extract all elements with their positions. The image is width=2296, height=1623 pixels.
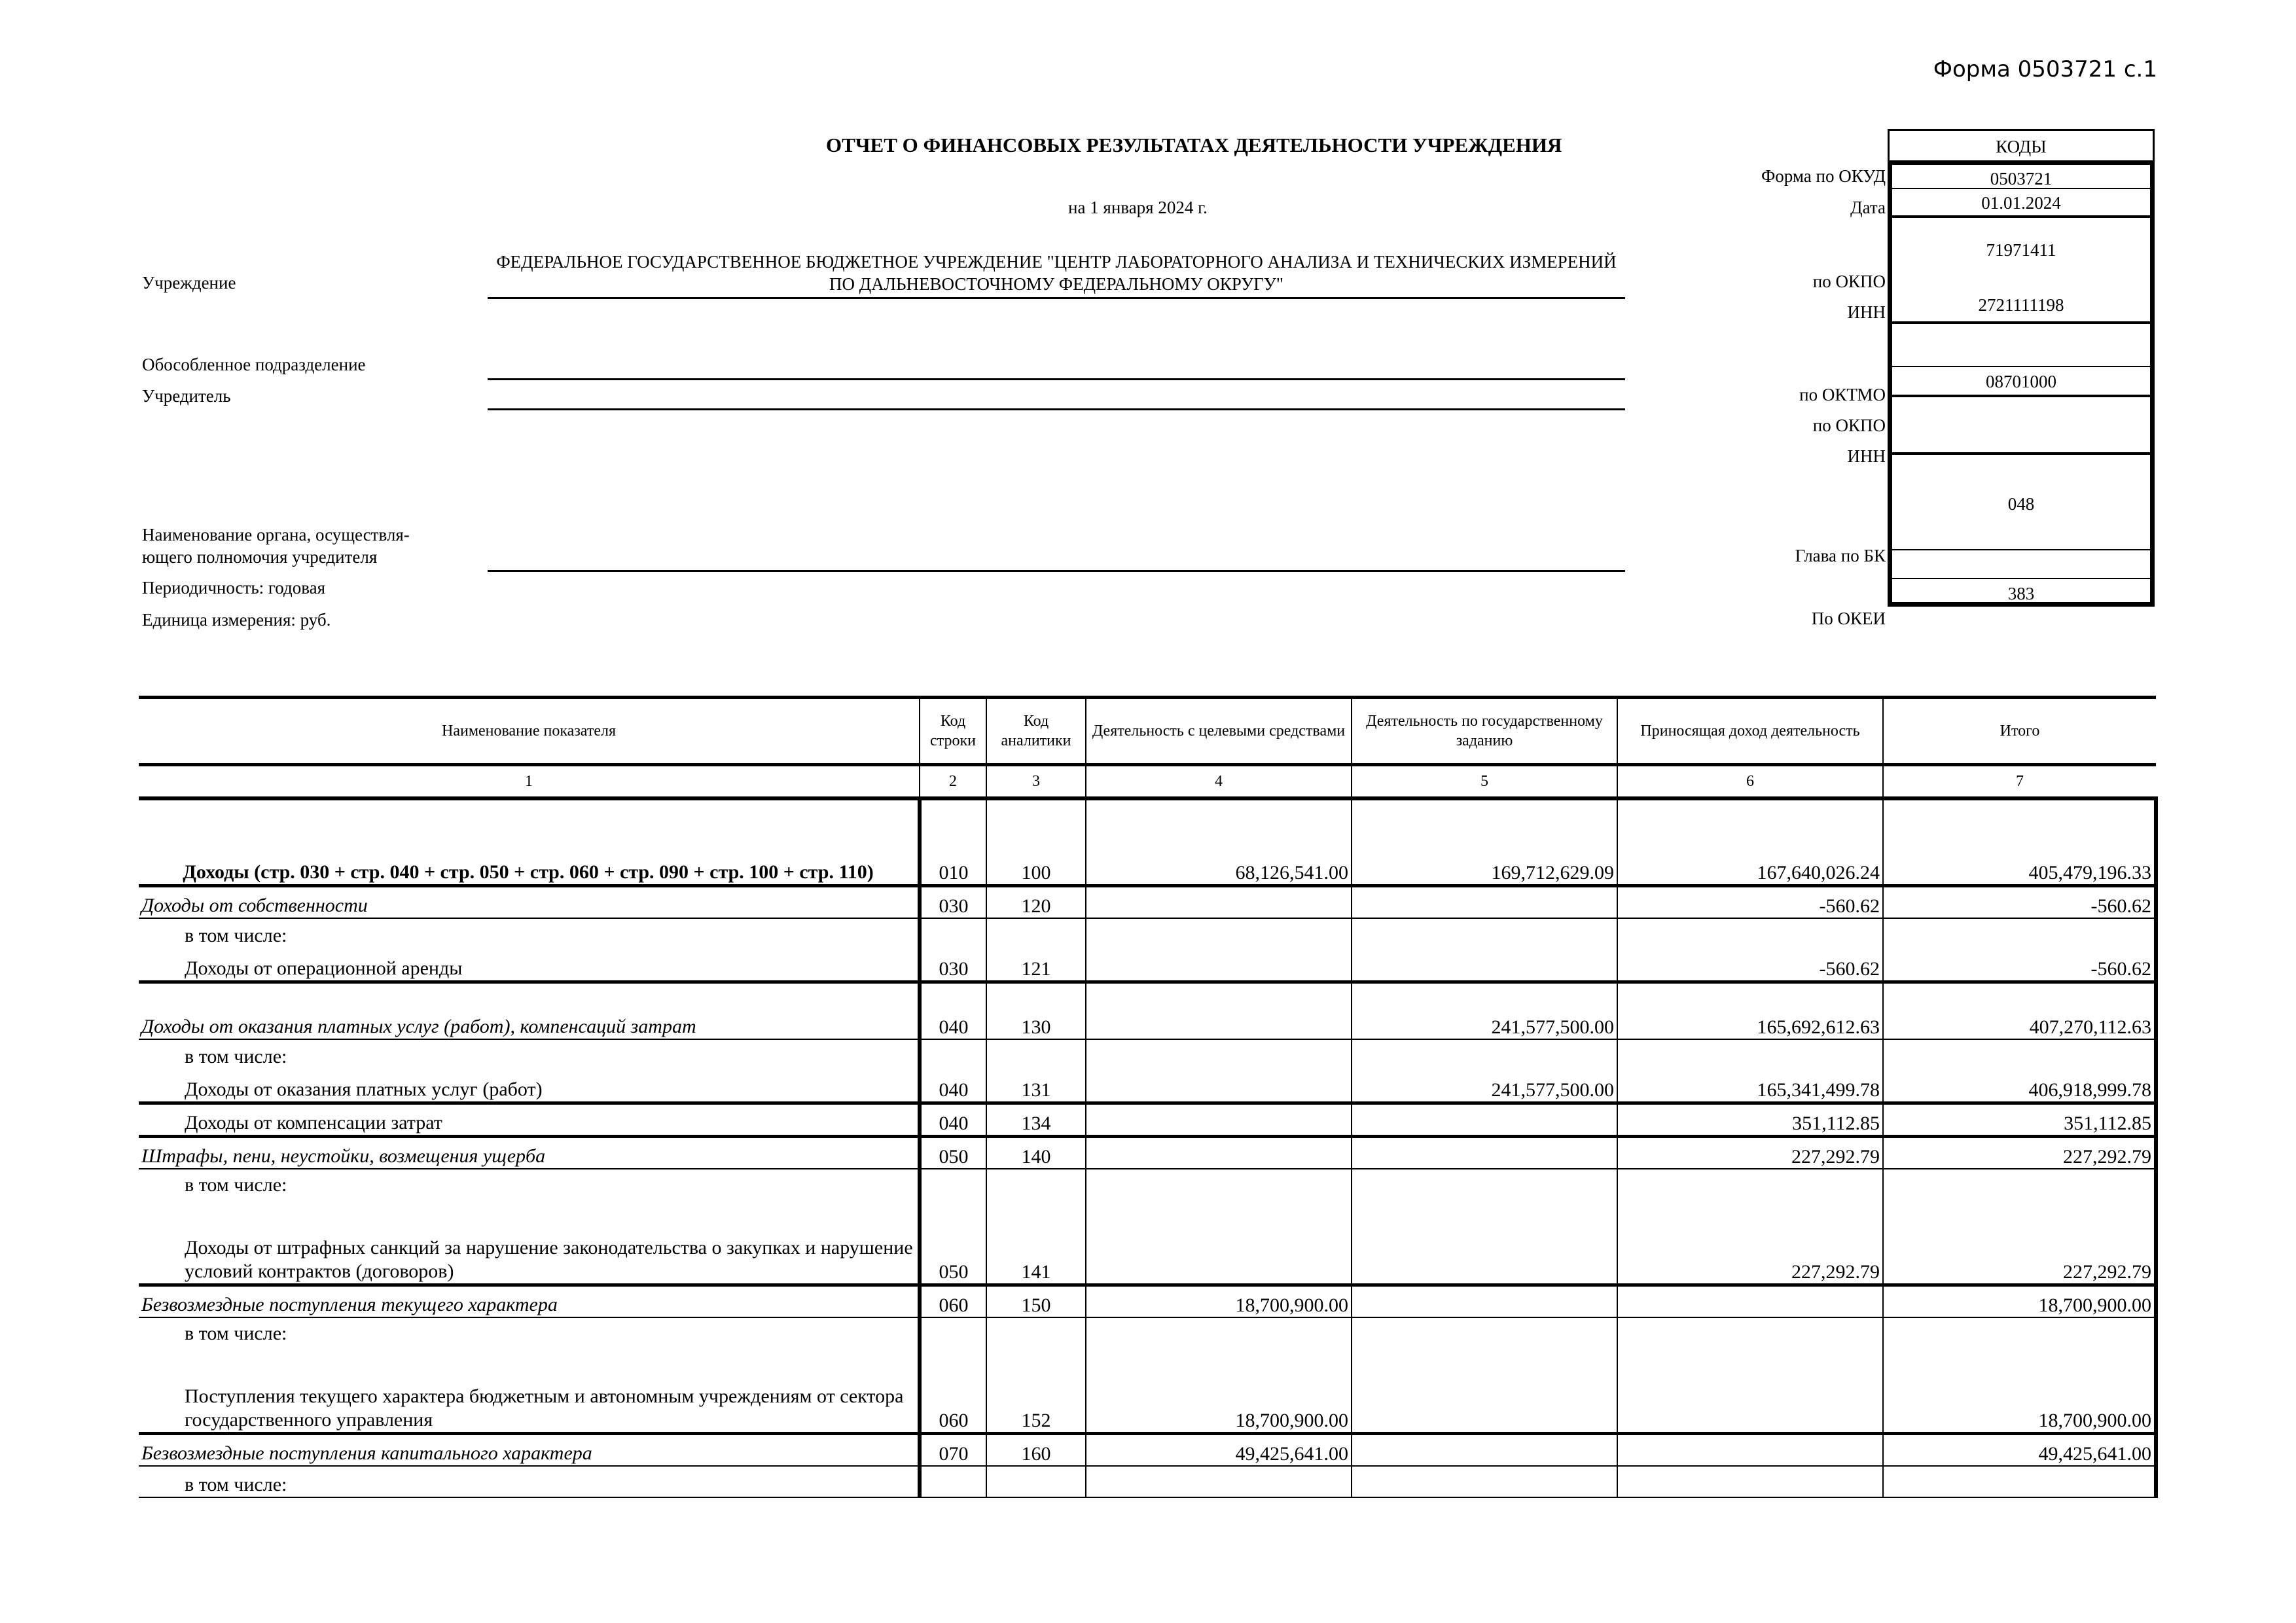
targeted-value: 49,425,641.00 xyxy=(1086,1434,1352,1467)
indicator-name-text: Доходы (стр. 030 + стр. 040 + стр. 050 + стр. 060 + стр. 090 + стр. 100 + стр. 110) xyxy=(183,861,874,883)
indicator-name-text: Доходы от собственности xyxy=(141,895,368,916)
subdivision-label: Обособленное подразделение xyxy=(142,355,366,374)
line-code: 040 xyxy=(920,1039,986,1103)
authority-label-2: ющего полномочия учредителя xyxy=(142,547,378,567)
income-generating-value: -560.62 xyxy=(1617,886,1883,919)
line-code: 050 xyxy=(920,1169,986,1285)
targeted-value: 18,700,900.00 xyxy=(1086,1317,1352,1434)
col-header-total: Итого xyxy=(1883,698,2156,765)
state-task-value xyxy=(1352,918,1617,982)
analytic-code xyxy=(986,1466,1086,1497)
col-number: 6 xyxy=(1617,765,1883,799)
analytic-code: 131 xyxy=(986,1039,1086,1103)
table-row xyxy=(139,886,2156,919)
table-row xyxy=(139,1434,2156,1467)
authority-underline xyxy=(488,570,1625,572)
indicator-name-text: Доходы от штрафных санкций за нарушение законодательства о закупках и нарушение условий контрактов (договоров) xyxy=(185,1237,913,1282)
okpo-code: 71971411 xyxy=(1986,240,2056,260)
column-numbers-row xyxy=(139,765,2156,799)
inn-code: 2721111198 xyxy=(1978,295,2064,315)
line-code: 070 xyxy=(920,1434,986,1467)
col-number: 1 xyxy=(139,765,920,799)
okud-label: Форма по ОКУД xyxy=(1761,166,1886,186)
col-number: 3 xyxy=(986,765,1086,799)
analytic-code: 130 xyxy=(986,982,1086,1040)
income-generating-value: 351,112.85 xyxy=(1617,1103,1883,1137)
indicator-name-text: Доходы от оказания платных услуг (работ), компенсаций затрат xyxy=(141,1016,696,1037)
table-row xyxy=(139,1103,2156,1137)
col-number: 5 xyxy=(1352,765,1617,799)
table-row xyxy=(139,982,2156,1040)
okud-code: 0503721 xyxy=(1888,160,2155,188)
income-generating-value: 165,341,499.78 xyxy=(1617,1039,1883,1103)
income-generating-value: -560.62 xyxy=(1617,918,1883,982)
col-header-targeted: Деятельность с целевыми средствами xyxy=(1086,698,1352,765)
income-generating-value xyxy=(1617,1317,1883,1434)
table-row xyxy=(139,1137,2156,1169)
indicator-name xyxy=(139,1039,920,1103)
indicator-name xyxy=(139,918,920,982)
including-label: в том числе: xyxy=(185,1474,287,1495)
founder-okpo-inn-code xyxy=(1888,395,2155,452)
analytic-code: 150 xyxy=(986,1285,1086,1318)
okei-label: По ОКЕИ xyxy=(1811,609,1886,628)
targeted-value xyxy=(1086,1169,1352,1285)
state-task-value xyxy=(1352,1169,1617,1285)
state-task-value xyxy=(1352,1434,1617,1467)
table-row xyxy=(139,1466,2156,1497)
indicator-name-text: Доходы от компенсации затрат xyxy=(185,1112,442,1133)
indicator-name-text: Безвозмездные поступления текущего характера xyxy=(141,1294,558,1315)
indicator-name xyxy=(139,982,920,1040)
indicator-name-text: Доходы от операционной аренды xyxy=(185,957,463,979)
targeted-value xyxy=(1086,1466,1352,1497)
codes-header: КОДЫ xyxy=(1888,129,2155,160)
col-header-name: Наименование показателя xyxy=(139,698,920,765)
state-task-value xyxy=(1352,1103,1617,1137)
income-generating-value xyxy=(1617,1285,1883,1318)
targeted-value xyxy=(1086,886,1352,919)
including-label: в том числе: xyxy=(185,1174,287,1196)
table-row xyxy=(139,918,2156,982)
col-number: 2 xyxy=(920,765,986,799)
state-task-value: 241,577,500.00 xyxy=(1352,1039,1617,1103)
total-value: 227,292.79 xyxy=(1883,1169,2156,1285)
including-label: в том числе: xyxy=(185,1046,287,1067)
line-code: 030 xyxy=(920,886,986,919)
total-value: 18,700,900.00 xyxy=(1883,1317,2156,1434)
total-value: 227,292.79 xyxy=(1883,1137,2156,1169)
table-header-row xyxy=(139,698,2156,765)
glava-label: Глава по БК xyxy=(1795,546,1886,565)
line-code: 010 xyxy=(920,798,986,886)
col-header-state-task: Деятельность по государственному заданию xyxy=(1352,698,1617,765)
founder-underline xyxy=(488,408,1625,410)
report-date: на 1 января 2024 г. xyxy=(1068,198,1208,217)
indicator-name xyxy=(139,1103,920,1137)
institution-underline xyxy=(488,297,1625,299)
indicator-name-text: Штрафы, пени, неустойки, возмещения ущерба xyxy=(141,1145,546,1167)
indicator-name xyxy=(139,1434,920,1467)
including-label: в том числе: xyxy=(185,925,287,946)
col-header-line-code: Код строки xyxy=(920,698,986,765)
state-task-value xyxy=(1352,1317,1617,1434)
col-number: 7 xyxy=(1883,765,2156,799)
periodicity: Периодичность: годовая xyxy=(142,578,326,597)
okpo-inn-cell xyxy=(1888,215,2155,321)
targeted-value xyxy=(1086,1103,1352,1137)
analytic-code: 100 xyxy=(986,798,1086,886)
line-code: 050 xyxy=(920,1137,986,1169)
institution-label: Учреждение xyxy=(142,273,236,293)
total-value: 406,918,999.78 xyxy=(1883,1039,2156,1103)
form-number: Форма 0503721 с.1 xyxy=(1933,56,2157,82)
line-code xyxy=(920,1466,986,1497)
line-code: 040 xyxy=(920,1103,986,1137)
analytic-code: 160 xyxy=(986,1434,1086,1467)
targeted-value xyxy=(1086,1137,1352,1169)
including-label: в том числе: xyxy=(185,1323,287,1344)
table-row xyxy=(139,798,2156,886)
line-code: 040 xyxy=(920,982,986,1040)
table-row xyxy=(139,1169,2156,1285)
indicator-name xyxy=(139,1466,920,1497)
indicator-name xyxy=(139,886,920,919)
targeted-value xyxy=(1086,918,1352,982)
targeted-value xyxy=(1086,982,1352,1040)
indicator-name-text: Безвозмездные поступления капитального характера xyxy=(141,1442,592,1464)
analytic-code: 121 xyxy=(986,918,1086,982)
indicator-name xyxy=(139,1137,920,1169)
founder-label: Учредитель xyxy=(142,386,231,406)
analytic-code: 141 xyxy=(986,1169,1086,1285)
state-task-value xyxy=(1352,1285,1617,1318)
authority-label-1: Наименование органа, осуществля- xyxy=(142,525,410,544)
income-generating-value: 165,692,612.63 xyxy=(1617,982,1883,1040)
report-title: ОТЧЕТ О ФИНАНСОВЫХ РЕЗУЛЬТАТАХ ДЕЯТЕЛЬНОСТИ УЧРЕЖДЕНИЯ xyxy=(826,134,1562,156)
indicator-name-text: Поступления текущего характера бюджетным и автономным учреждениям от сектора государственного управления xyxy=(185,1385,904,1431)
total-value: -560.62 xyxy=(1883,886,2156,919)
total-value: -560.62 xyxy=(1883,918,2156,982)
targeted-value xyxy=(1086,1039,1352,1103)
targeted-value: 68,126,541.00 xyxy=(1086,798,1352,886)
table-row xyxy=(139,1285,2156,1318)
analytic-code: 134 xyxy=(986,1103,1086,1137)
periodicity-code xyxy=(1888,549,2155,578)
total-value: 49,425,641.00 xyxy=(1883,1434,2156,1467)
income-generating-value: 167,640,026.24 xyxy=(1617,798,1883,886)
financial-results-table xyxy=(139,696,2158,1498)
okpo-label: по ОКПО xyxy=(1812,272,1886,291)
income-generating-value xyxy=(1617,1466,1883,1497)
subdivision-code xyxy=(1888,321,2155,366)
table-row xyxy=(139,1039,2156,1103)
col-header-income-generating: Приносящая доход деятельность xyxy=(1617,698,1883,765)
indicator-name-text: Доходы от оказания платных услуг (работ) xyxy=(185,1079,543,1100)
line-code: 060 xyxy=(920,1285,986,1318)
indicator-name xyxy=(139,798,920,886)
state-task-value: 169,712,629.09 xyxy=(1352,798,1617,886)
founder-inn-label: ИНН xyxy=(1847,446,1886,466)
subdivision-underline xyxy=(488,378,1625,380)
state-task-value xyxy=(1352,1466,1617,1497)
analytic-code: 120 xyxy=(986,886,1086,919)
targeted-value: 18,700,900.00 xyxy=(1086,1285,1352,1318)
total-value: 407,270,112.63 xyxy=(1883,982,2156,1040)
date-code: 01.01.2024 xyxy=(1888,188,2155,215)
indicator-name xyxy=(139,1285,920,1318)
state-task-value xyxy=(1352,1137,1617,1169)
state-task-value xyxy=(1352,886,1617,919)
table-row xyxy=(139,1317,2156,1434)
analytic-code: 152 xyxy=(986,1317,1086,1434)
date-label: Дата xyxy=(1850,198,1886,217)
oktmo-label: по ОКТМО xyxy=(1799,385,1886,404)
state-task-value: 241,577,500.00 xyxy=(1352,982,1617,1040)
indicator-name xyxy=(139,1317,920,1434)
income-generating-value: 227,292.79 xyxy=(1617,1137,1883,1169)
income-generating-value: 227,292.79 xyxy=(1617,1169,1883,1285)
codes-box xyxy=(1888,129,2155,607)
inn-label: ИНН xyxy=(1847,302,1886,322)
total-value: 351,112.85 xyxy=(1883,1103,2156,1137)
col-header-analytic-code: Код аналитики xyxy=(986,698,1086,765)
analytic-code: 140 xyxy=(986,1137,1086,1169)
total-value: 405,479,196.33 xyxy=(1883,798,2156,886)
glava-cell xyxy=(1888,452,2155,549)
indicator-name xyxy=(139,1169,920,1285)
oktmo-code: 08701000 xyxy=(1888,366,2155,395)
okei-code: 383 xyxy=(1888,578,2155,607)
unit-of-measure: Единица измерения: руб. xyxy=(142,610,331,630)
col-number: 4 xyxy=(1086,765,1352,799)
line-code: 060 xyxy=(920,1317,986,1434)
income-generating-value xyxy=(1617,1434,1883,1467)
total-value: 18,700,900.00 xyxy=(1883,1285,2156,1318)
line-code: 030 xyxy=(920,918,986,982)
glava-code: 048 xyxy=(2007,494,2035,514)
total-value xyxy=(1883,1466,2156,1497)
founder-okpo-label: по ОКПО xyxy=(1812,416,1886,435)
institution-name: ФЕДЕРАЛЬНОЕ ГОСУДАРСТВЕННОЕ БЮДЖЕТНОЕ УЧРЕЖДЕНИЕ "ЦЕНТР ЛАБОРАТОРНОГО АНАЛИЗА И ТЕХНИЧЕСКИХ ИЗМЕРЕНИЙ ПО ДАЛЬНЕВОСТОЧНОМУ ФЕДЕРАЛЬНОМУ ОКРУГУ" xyxy=(496,252,1617,294)
